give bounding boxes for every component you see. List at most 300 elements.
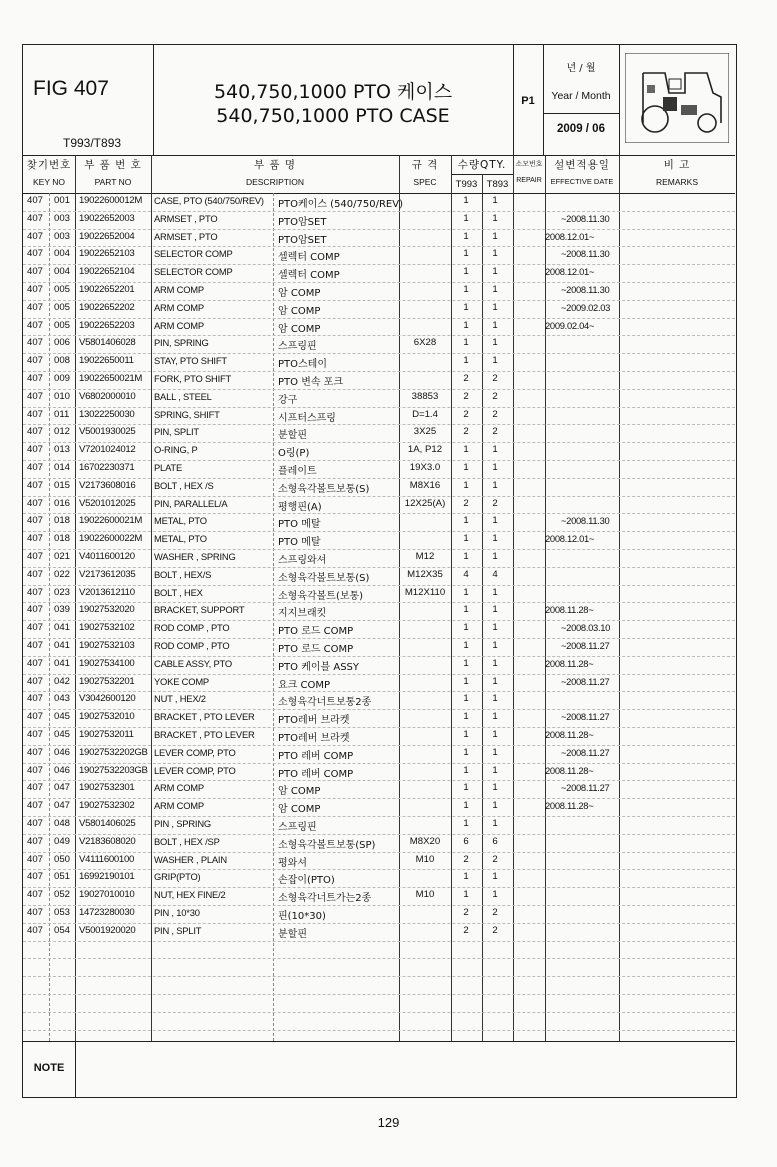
table-row [23,318,735,337]
effective-date-cell: ~2008.11.27 [561,782,610,794]
effective-date-cell: ~2008.11.27 [561,746,610,758]
part-number: 13022250030 [79,408,135,420]
qty-t893-cell: 1 [492,462,498,473]
part-number: 19027532302 [79,800,135,812]
spec-cell: M12 [415,551,435,562]
description-english: YOKE COMP [154,675,209,687]
key-no-suffix: 018 [54,515,71,527]
table-row [23,193,735,212]
col-qty-t993: T993 [451,174,482,194]
key-no-suffix: 012 [54,426,71,438]
qty-t993-cell: 1 [463,746,469,758]
key-no-suffix: 004 [54,248,71,260]
description-korean: PTO 메탈 [278,537,321,549]
qty-t993-cell: 1 [463,657,469,669]
note-box [23,1042,76,1098]
description-korean: PTO암SET [278,216,327,228]
page-label: P1 [521,95,535,107]
qty-t893-cell: 1 [492,301,498,313]
description-korean: PTO레버 브라켓 [278,715,350,727]
table-row [23,727,735,746]
part-number: 19022652103 [79,248,135,260]
description-english: BOLT , HEX /S [154,479,214,491]
key-no-prefix: 407 [27,195,44,206]
part-number: V3042600120 [79,693,136,705]
qty-t993-cell: 1 [463,889,469,901]
key-no-prefix: 407 [27,693,44,705]
qty-t893-cell: 1 [492,746,498,758]
description-english: PIN, SPRING [154,337,209,349]
description-english: LEVER COMP, PTO [154,746,236,758]
part-number: V5001920020 [79,924,136,936]
qty-t993-cell: 4 [463,568,469,580]
description-korean: PTO 변속 포크 [278,377,344,388]
description-english: NUT , HEX/2 [154,693,206,705]
col-repair-ko: 소모번호 [515,160,543,168]
effective-date-cell: ~2008.11.30 [561,248,610,260]
col-part-no [75,155,151,193]
key-no-prefix: 407 [27,853,44,865]
description-korean: 스프링핀 [278,341,317,353]
page-number: 129 [377,1115,400,1130]
qty-t993-cell: 1 [463,284,469,295]
description-english: BRACKET , PTO LEVER [154,711,255,723]
key-no-prefix: 407 [27,711,44,723]
table-row [23,656,735,675]
part-number: V4011600120 [79,551,135,562]
description-english: ARM COMP [154,782,204,794]
part-number: 16992190101 [79,871,135,883]
description-korean: 강구 [278,394,298,406]
figure-box [23,45,154,155]
key-no-suffix: 023 [54,586,71,598]
effective-date-cell: ~2008.11.30 [561,515,610,527]
qty-t893-cell: 2 [492,907,498,918]
key-no-suffix: 018 [54,533,71,545]
part-number: 19027532011 [79,729,134,740]
key-no-suffix: 046 [54,764,71,776]
part-number: 19022650021M [79,373,143,384]
description-english: CASE, PTO (540/750/REV) [154,195,264,206]
table-row [23,905,735,924]
description-korean: 소형육각볼트보통(S) [278,572,370,584]
part-number: 19027532203GB [79,764,148,776]
effective-date-cell: 2008.12.01~ [545,266,595,278]
description-korean: 요크 COMP [278,679,331,691]
table-row [23,335,735,354]
key-no-suffix: 009 [54,373,71,384]
spec-cell: 1A, P12 [407,444,443,456]
table-row [23,424,735,443]
qty-t893-cell: 1 [492,533,498,545]
qty-t993-cell: 1 [463,871,469,883]
qty-t993-cell: 1 [463,248,469,260]
qty-t893-cell: 2 [492,497,498,509]
key-no-prefix: 407 [27,818,44,829]
key-no-prefix: 407 [27,301,44,313]
key-no-prefix: 407 [27,212,44,224]
description-english: FORK, PTO SHIFT [154,373,232,384]
effective-date-cell: ~2008.11.30 [561,284,610,295]
spec-cell: 3X25 [413,426,437,438]
description-korean: 스프링와셔 [278,555,327,566]
col-repair [513,155,545,193]
parts-sheet [22,44,737,1098]
page-box [513,45,544,155]
spec-cell: M8X20 [409,835,441,847]
qty-t993-cell: 1 [463,800,469,812]
key-no-prefix: 407 [27,266,44,278]
description-korean: O링(P) [278,448,310,460]
key-no-prefix: 407 [27,355,44,367]
part-number: V5801406028 [79,337,136,349]
key-no-prefix: 407 [27,284,44,295]
col-key-no [23,155,75,193]
table-row [23,229,735,248]
key-no-prefix: 407 [27,462,44,473]
description-korean: 소형육각너트가는2종 [278,893,372,905]
qty-t893-cell: 1 [492,889,498,901]
figure-title: FIG 407 [33,77,109,100]
spec-cell: M10 [415,889,435,901]
qty-t893-cell: 1 [492,657,498,669]
table-row [23,816,735,835]
spec-cell: M10 [415,853,435,865]
table-row [23,923,735,942]
key-no-prefix: 407 [27,319,44,331]
description-korean: 스프링핀 [278,822,317,833]
part-number: V5001930025 [79,426,136,438]
qty-t893-cell: 1 [492,818,498,829]
description-korean: 셀렉터 COMP [278,252,340,264]
part-number: 19027534100 [79,657,135,669]
table-row [23,371,735,390]
table-row [23,264,735,283]
key-no-prefix: 407 [27,640,44,651]
key-no-suffix: 043 [54,693,71,705]
key-no-suffix: 051 [54,871,71,883]
effective-date-cell: ~2008.11.30 [561,212,610,224]
figure-model: T993/T893 [63,136,122,150]
key-no-prefix: 407 [27,568,44,580]
key-no-suffix: 010 [54,390,71,402]
description-korean: 핀(10*30) [278,911,326,922]
part-number: V5801406025 [79,818,136,829]
part-number: 14723280030 [79,907,135,918]
key-no-prefix: 407 [27,479,44,491]
key-no-prefix: 407 [27,657,44,669]
spec-cell: M12X35 [407,568,443,580]
table-row [23,745,735,764]
key-no-suffix: 052 [54,889,71,901]
description-english: NUT, HEX FINE/2 [154,889,226,901]
qty-t893-cell: 2 [492,408,498,420]
qty-t993-cell: 1 [463,462,469,473]
key-no-suffix: 022 [54,568,71,580]
table-row [23,638,735,657]
qty-t993-cell: 1 [463,711,469,723]
date-value: 2009 / 06 [557,123,605,135]
description-korean: 암 COMP [278,288,321,299]
note-area [23,1041,735,1098]
sheet-header [23,45,735,156]
description-english: SELECTOR COMP [154,266,233,278]
part-number: 19022652003 [79,212,135,224]
qty-t993-cell: 1 [463,319,469,331]
description-english: METAL, PTO [154,515,207,527]
table-row [23,798,735,817]
qty-t893-cell: 1 [492,319,498,331]
qty-t893-cell: 1 [492,693,498,705]
date-label-english: Year / Month [551,90,611,102]
key-no-suffix: 045 [54,729,71,740]
description-english: GRIP(PTO) [154,871,201,883]
description-korean: 암 COMP [278,305,321,317]
key-no-suffix: 049 [54,835,71,847]
col-eff-en: EFFECTIVE DATE [550,177,614,186]
part-number: 19027532103 [79,640,135,651]
key-no-suffix: 015 [54,479,71,491]
qty-t893-cell: 1 [492,586,498,598]
qty-t993-cell: 1 [463,479,469,491]
key-no-suffix: 039 [54,604,71,616]
table-row [23,353,735,372]
key-no-prefix: 407 [27,390,44,402]
key-no-prefix: 407 [27,871,44,883]
description-korean: 손잡이(PTO) [278,875,335,887]
table-row [23,674,735,693]
description-korean: 평행핀(A) [278,501,322,513]
description-english: WASHER , PLAIN [154,853,227,865]
qty-t893-cell: 1 [492,195,498,206]
description-english: BRACKET , PTO LEVER [154,729,255,740]
key-no-suffix: 006 [54,337,71,349]
key-no-suffix: 003 [54,230,71,242]
table-row [23,976,735,995]
part-number: V6802000010 [79,390,136,402]
description-korean: 암 COMP [278,323,321,335]
column-header-row [23,155,735,194]
table-row [23,763,735,782]
description-english: BOLT , HEX /SP [154,835,220,847]
qty-t893-cell: 1 [492,604,498,616]
qty-t893-cell: 1 [492,871,498,883]
qty-t893-cell: 1 [492,729,498,740]
description-korean: 지지브래킷 [278,608,327,620]
qty-t893-cell: 4 [492,568,498,580]
key-no-prefix: 407 [27,248,44,260]
table-row [23,407,735,426]
part-number: 16702230371 [79,462,135,473]
description-korean: 플레이트 [278,466,317,477]
qty-t893-cell: 1 [492,479,498,491]
table-row [23,300,735,319]
qty-t893-cell: 6 [492,835,498,847]
date-label-korean: 년 / 월 [566,63,596,74]
qty-t993-cell: 1 [463,586,469,598]
description-korean: 분할핀 [278,430,307,442]
qty-t893-cell: 2 [492,426,498,438]
description-english: LEVER COMP, PTO [154,764,236,776]
key-no-prefix: 407 [27,408,44,420]
part-number: V5201012025 [79,497,136,509]
key-no-prefix: 407 [27,782,44,794]
description-english: BRACKET, SUPPORT [154,604,245,616]
qty-t893-cell: 1 [492,515,498,527]
qty-t993-cell: 1 [463,604,469,616]
part-number: 19022600021M [79,515,143,527]
effective-date-cell: 2008.12.01~ [545,533,595,545]
qty-t893-cell: 2 [492,373,498,384]
part-number: V7201024012 [79,444,136,456]
spec-cell: M12X110 [404,586,446,598]
qty-t893-cell: 1 [492,230,498,242]
key-no-suffix: 047 [54,800,71,812]
col-qty-t893: T893 [482,174,513,194]
description-korean: 암 COMP [278,804,321,816]
description-korean: 암 COMP [278,786,321,798]
qty-t893-cell: 1 [492,551,498,562]
description-korean: PTO 로드 COMP [278,626,354,638]
key-no-suffix: 042 [54,675,71,687]
spec-cell: M8X16 [409,479,441,491]
description-korean: PTO케이스 (540/750/REV) [278,199,403,210]
effective-date-cell: ~2009.02.03 [561,301,611,313]
qty-t993-cell: 1 [463,444,469,456]
key-no-prefix: 407 [27,337,44,349]
qty-t893-cell: 1 [492,444,498,456]
table-row [23,709,735,728]
qty-t993-cell: 1 [463,782,469,794]
part-number: V2183608020 [79,835,136,847]
description-korean: 소형육각볼트(보통) [278,590,364,602]
qty-t893-cell: 2 [492,853,498,865]
table-row [23,496,735,515]
col-description [151,155,399,193]
tractor-image-box [619,45,735,155]
key-no-prefix: 407 [27,533,44,545]
table-row [23,852,735,871]
key-no-suffix: 047 [54,782,71,794]
description-english: ROD COMP , PTO [154,622,230,634]
key-no-suffix: 050 [54,853,71,865]
key-no-suffix: 004 [54,266,71,278]
description-english: ARM COMP [154,319,204,331]
key-no-prefix: 407 [27,373,44,384]
description-english: PIN, SPLIT [154,426,199,438]
description-english: SPRING, SHIFT [154,408,220,420]
description-english: SELECTOR COMP [154,248,233,260]
title-korean: 540,750,1000 PTO 케이스 [213,81,453,103]
qty-t993-cell: 1 [463,195,469,206]
description-korean: PTO암SET [278,234,327,246]
effective-date-cell: 2008.11.28~ [545,657,594,669]
qty-t993-cell: 1 [463,640,469,651]
description-english: PIN , 10*30 [154,907,200,918]
key-no-prefix: 407 [27,924,44,936]
qty-t893-cell: 1 [492,640,498,651]
table-row [23,478,735,497]
key-no-suffix: 005 [54,284,71,295]
effective-date-cell: 2008.11.28~ [545,800,594,812]
key-no-suffix: 053 [54,907,71,918]
description-korean: 평와셔 [278,857,307,869]
description-korean: PTO 메탈 [278,519,321,531]
qty-t893-cell: 1 [492,782,498,794]
part-number: 19027532010 [79,711,135,723]
qty-t993-cell: 1 [463,301,469,313]
table-row [23,869,735,888]
table-row [23,246,735,265]
description-korean: 소형육각볼트보통(SP) [278,839,376,851]
description-english: WASHER , SPRING [154,551,236,562]
key-no-prefix: 407 [27,444,44,456]
effective-date-cell: ~2008.03.10 [561,622,611,634]
key-no-prefix: 407 [27,835,44,847]
description-english: PIN , SPLIT [154,924,202,936]
col-spec [399,155,451,193]
spec-cell: 12X25(A) [404,497,446,509]
col-remarks-en: REMARKS [655,177,699,187]
part-number: 19022600022M [79,533,143,545]
key-no-suffix: 048 [54,818,71,829]
part-number: 19027532020 [79,604,135,616]
description-korean: 소형육각너트보통2종 [278,697,372,709]
key-no-prefix: 407 [27,586,44,598]
description-korean: PTO 레버 COMP [278,768,354,780]
description-english: PIN , SPRING [154,818,211,829]
col-spec-en: SPEC [413,177,437,187]
col-desc-en: DESCRIPTION [245,177,305,187]
effective-date-cell: ~2008.11.27 [561,640,610,651]
table-row [23,602,735,621]
qty-t893-cell: 1 [492,675,498,687]
spec-cell: 38853 [411,390,439,402]
key-no-suffix: 005 [54,301,71,313]
table-row [23,389,735,408]
key-no-prefix: 407 [27,230,44,242]
description-korean: 분할핀 [278,928,307,940]
key-no-suffix: 046 [54,746,71,758]
key-no-suffix: 016 [54,497,71,509]
table-row [23,549,735,568]
qty-t993-cell: 1 [463,337,469,349]
description-korean: PTO스테이 [278,359,327,371]
qty-t893-cell: 1 [492,622,498,634]
col-qty-ko: 수량QTY. [457,159,507,171]
part-number: V4111600100 [79,853,135,865]
qty-t893-cell: 1 [492,711,498,723]
part-number: 19022652004 [79,230,135,242]
col-spec-ko: 규 격 [411,159,439,171]
qty-t893-cell: 1 [492,284,498,295]
description-english: STAY, PTO SHIFT [154,355,227,367]
effective-date-cell: 2008.11.28~ [545,729,594,740]
table-row [23,941,735,960]
qty-t893-cell: 2 [492,924,498,936]
description-korean: PTO레버 브라켓 [278,733,350,744]
description-english: METAL, PTO [154,533,207,545]
qty-t993-cell: 1 [463,515,469,527]
key-no-prefix: 407 [27,729,44,740]
part-number: 19022652104 [79,266,135,278]
note-label: NOTE [33,1062,65,1074]
qty-t993-cell: 2 [463,390,469,402]
qty-t893-cell: 1 [492,800,498,812]
qty-t893-cell: 1 [492,266,498,278]
part-number: 19027010010 [79,889,135,901]
key-no-prefix: 407 [27,746,44,758]
